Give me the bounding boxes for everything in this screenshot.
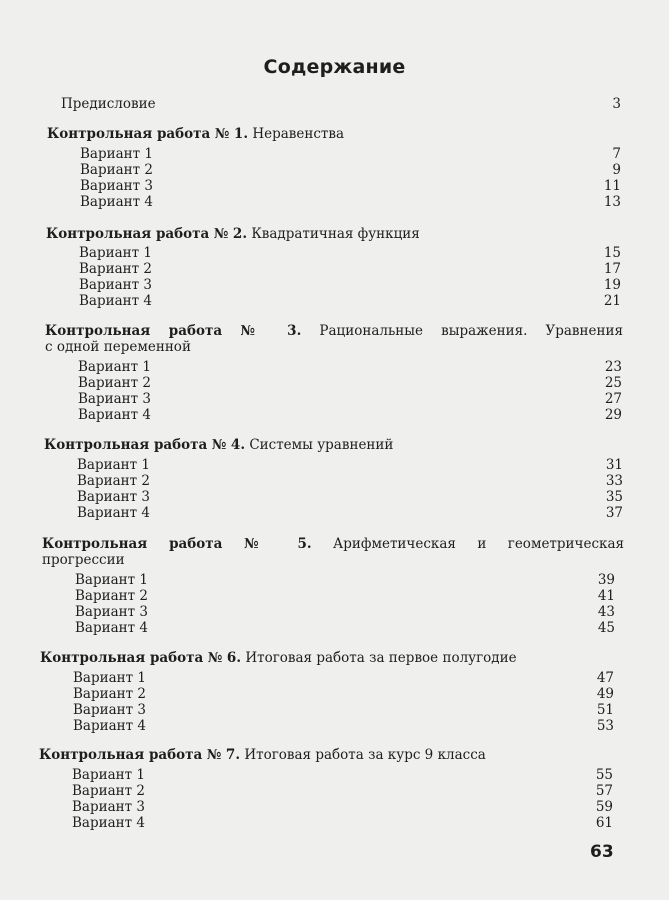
toc-entry-label: Вариант 4	[80, 194, 154, 210]
toc-entry	[73, 670, 614, 686]
toc-entry	[75, 572, 615, 588]
section-number: № 2.	[213, 226, 248, 242]
toc-entry	[75, 620, 615, 636]
section-heading-2	[46, 226, 420, 242]
section-work-label: Контрольная работа	[45, 323, 223, 339]
section-topic-continued: прогрессии	[42, 552, 125, 568]
toc-entry-label: Вариант 1	[80, 146, 154, 162]
section-heading-7	[39, 747, 486, 763]
toc-entry	[72, 767, 613, 783]
toc-entry	[78, 391, 622, 407]
toc-entry-label: Вариант 4	[73, 718, 147, 734]
toc-entry-label: Вариант 4	[79, 293, 153, 309]
section-topic: Квадратичная функция	[251, 226, 420, 242]
section-heading-1	[47, 126, 344, 142]
toc-entry-page: 47	[596, 670, 614, 686]
toc-entry	[72, 815, 613, 831]
section-work-label: Контрольная работа	[44, 437, 208, 453]
section-heading-4	[44, 437, 393, 453]
toc-entry-label: Вариант 4	[72, 815, 146, 831]
toc-entry-label: Вариант 2	[80, 162, 154, 178]
toc-entry	[79, 277, 621, 293]
toc-entry-page: 61	[595, 815, 613, 831]
toc-entry	[80, 162, 621, 178]
section-number: № 3.	[240, 323, 302, 339]
section-topic: Системы уравнений	[249, 437, 394, 453]
toc-entry	[72, 799, 613, 815]
toc-entry	[79, 261, 621, 277]
toc-entry-page: 37	[605, 505, 623, 521]
toc-entry-label: Вариант 3	[75, 604, 149, 620]
toc-entry-page: 11	[603, 178, 621, 194]
page-number: 63	[590, 842, 614, 862]
toc-entry-label: Вариант 1	[75, 572, 149, 588]
section-heading-5	[42, 536, 624, 568]
toc-entry	[79, 293, 621, 309]
toc-entry	[77, 473, 623, 489]
section-topic: Итоговая работа за первое полугодие	[245, 650, 517, 666]
section-number: № 5.	[243, 536, 312, 552]
toc-entry	[80, 178, 621, 194]
toc-entry-page: 55	[595, 767, 613, 783]
section-topic-continued: с одной переменной	[45, 339, 191, 355]
toc-entry-label: Вариант 3	[73, 702, 147, 718]
toc-entry-label: Вариант 2	[75, 588, 149, 604]
section-number: № 1.	[214, 126, 249, 142]
section-work-label: Контрольная работа	[42, 536, 223, 552]
toc-entry-label: Вариант 3	[80, 178, 154, 194]
toc-entry-label: Вариант 4	[75, 620, 149, 636]
toc-entry-page: 49	[596, 686, 614, 702]
section-heading-6	[40, 650, 517, 666]
toc-entry-label: Вариант 2	[72, 783, 146, 799]
toc-entry-page: 35	[605, 489, 623, 505]
toc-entry-page: 33	[605, 473, 623, 489]
toc-entry-page: 13	[603, 194, 621, 210]
toc-entry-label: Вариант 1	[78, 359, 152, 375]
toc-entry	[73, 686, 614, 702]
section-topic: Неравенства	[252, 126, 345, 142]
toc-entry-label: Вариант 4	[77, 505, 151, 521]
section-topic: Рациональные выражения. Уравнения	[319, 323, 624, 339]
toc-entry-page: 45	[597, 620, 615, 636]
toc-entry-page: 43	[597, 604, 615, 620]
page-title: Содержание	[263, 56, 406, 78]
toc-entry-page: 23	[604, 359, 622, 375]
toc-entry	[72, 783, 613, 799]
section-work-label: Контрольная работа	[40, 650, 204, 666]
toc-entry-label: Предисловие	[61, 96, 156, 112]
toc-entry	[80, 146, 621, 162]
toc-entry-page: 27	[604, 391, 622, 407]
toc-entry	[77, 505, 623, 521]
toc-entry-page: 9	[612, 162, 621, 178]
section-number: № 7.	[206, 747, 241, 763]
section-work-label: Контрольная работа	[39, 747, 203, 763]
toc-entry-page: 3	[612, 96, 621, 112]
toc-entry-page: 57	[595, 783, 613, 799]
toc-entry-page: 29	[604, 407, 622, 423]
toc-entry-label: Вариант 2	[79, 261, 153, 277]
toc-entry-page: 59	[595, 799, 613, 815]
toc-entry	[79, 245, 621, 261]
toc-entry-page: 15	[603, 245, 621, 261]
toc-entry-label: Вариант 3	[78, 391, 152, 407]
toc-entry-label: Вариант 2	[78, 375, 152, 391]
section-topic: Арифметическая и геометрическая	[333, 536, 625, 552]
toc-entry-page: 17	[603, 261, 621, 277]
toc-entry-page: 51	[596, 702, 614, 718]
toc-entry-label: Вариант 1	[72, 767, 146, 783]
toc-entry-label: Вариант 3	[79, 277, 153, 293]
toc-entry-preface	[61, 96, 621, 112]
toc-entry	[73, 718, 614, 734]
toc-entry-page: 53	[596, 718, 614, 734]
toc-entry	[75, 604, 615, 620]
toc-entry	[77, 457, 623, 473]
section-work-label: Контрольная работа	[46, 226, 210, 242]
section-number: № 6.	[207, 650, 242, 666]
toc-entry-label: Вариант 3	[72, 799, 146, 815]
toc-entry	[80, 194, 621, 210]
toc-entry-page: 21	[603, 293, 621, 309]
toc-entry	[78, 407, 622, 423]
toc-entry-page: 19	[603, 277, 621, 293]
toc-entry-label: Вариант 1	[79, 245, 153, 261]
toc-entry-label: Вариант 1	[73, 670, 147, 686]
section-work-label: Контрольная работа	[47, 126, 211, 142]
toc-entry-label: Вариант 2	[73, 686, 147, 702]
toc-entry-label: Вариант 3	[77, 489, 151, 505]
toc-entry-page: 25	[604, 375, 622, 391]
toc-entry-page: 31	[605, 457, 623, 473]
toc-entry-label: Вариант 1	[77, 457, 151, 473]
toc-entry	[77, 489, 623, 505]
toc-entry	[78, 359, 622, 375]
toc-entry-page: 41	[597, 588, 615, 604]
toc-entry	[75, 588, 615, 604]
toc-entry-label: Вариант 2	[77, 473, 151, 489]
toc-entry-page: 39	[597, 572, 615, 588]
toc-entry-page: 7	[612, 146, 621, 162]
section-heading-3	[45, 323, 623, 355]
section-number: № 4.	[211, 437, 246, 453]
toc-entry-label: Вариант 4	[78, 407, 152, 423]
toc-entry	[73, 702, 614, 718]
section-topic: Итоговая работа за курс 9 класса	[244, 747, 486, 763]
toc-entry	[78, 375, 622, 391]
